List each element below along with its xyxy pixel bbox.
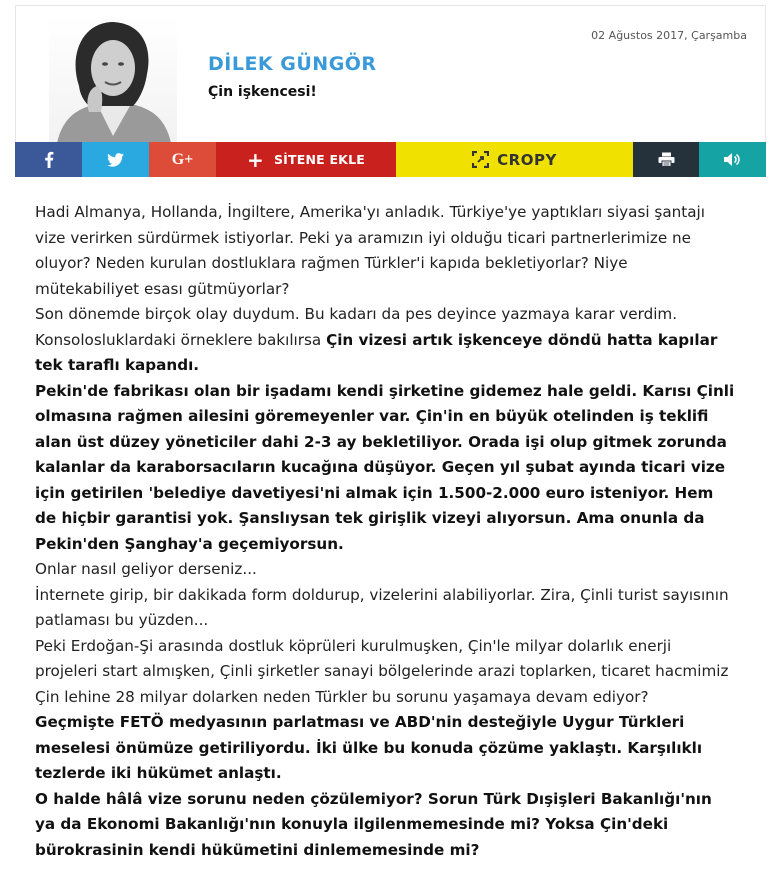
article-body <box>35 200 735 863</box>
facebook-icon <box>44 151 54 168</box>
paragraph: İnternete girip, bir dakikada form doldurup, vizelerini alabiliyorlar. Zira, Çinli turist sayısının patlaması bu yüzden... <box>35 585 729 629</box>
plus-icon: + <box>247 147 264 172</box>
googleplus-share-button[interactable] <box>149 142 216 177</box>
add-to-site-label: SİTENE EKLE <box>273 152 365 167</box>
listen-button[interactable] <box>699 142 766 177</box>
article-header <box>15 5 766 142</box>
speaker-icon <box>724 152 742 167</box>
twitter-share-button[interactable] <box>82 142 149 177</box>
share-bar <box>15 142 766 177</box>
paragraph-bold-text: Çin vizesi artık işkenceye döndü hatta kapılar tek taraflı kapandı. <box>35 330 718 374</box>
paragraph <box>35 328 735 379</box>
print-button[interactable] <box>633 142 699 177</box>
paragraph: Peki Erdoğan-Şi arasında dostluk köprüleri kurulmuşken, Çin'le milyar dolarlık enerji projeleri start almışken, Çinli şirketler sanayi bölgelerinde arazi toplarken, ticaret hacmimiz Çin lehine 28 milyar dolarken neden Türkler bu sorunu yaşamaya devam ediyor? <box>35 636 729 706</box>
author-name[interactable]: DİLEK GÜNGÖR <box>208 53 377 75</box>
paragraph: Son dönemde birçok olay duydum. Bu kadarı da pes deyince yazmaya karar verdim. <box>35 305 678 323</box>
paragraph-bold <box>35 710 735 787</box>
paragraph: Onlar nasıl geliyor derseniz... <box>35 560 257 578</box>
paragraph-bold-text: Pekin'de fabrikası olan bir işadamı kendi şirketine gidemez hale geldi. Karısı Çinli olmasına rağmen ailesini göremeyenler var. Çin'in en büyük otelinden iş teklifi alan üst düzey yöneticiler dahi 2-3 ay bekletiliyor. Orada işi olup gitmek zorunda kalanlar da karaborsacıların kucağına düşüyor. Geçen yıl şubat ayında ticari vize için getirilen 'belediye davetiyesi'ni almak için 1.500-2.000 euro isteniyor. Hem de hiçbir garantisi yok. Şanslıysan tek girişlik vizeyi alıyorsun. Ama onunla da Pekin'den Şanghay'a geçemiyorsun. <box>35 381 735 553</box>
publish-date: 02 Ağustos 2017, Çarşamba <box>591 29 747 42</box>
cropy-button[interactable] <box>396 142 633 177</box>
paragraph-text: Konsolosluklardaki örneklere bakılırsa <box>35 330 327 349</box>
facebook-share-button[interactable] <box>15 142 82 177</box>
article-title: Çin işkencesi! <box>208 84 317 100</box>
author-photo <box>49 16 177 143</box>
add-to-site-button[interactable] <box>216 142 396 177</box>
cropy-label: CROPY <box>497 150 557 169</box>
paragraph: Hadi Almanya, Hollanda, İngiltere, Amerika'yı anladık. Türkiye'ye yaptıkları siyasi şantajı vize verirken sürdürmek istiyorlar. Peki ya aramızın iyi olduğu ticari partnerlerimize ne oluyor? Neden kurulan dostluklara rağmen Türkler'i kapıda bekletiyorlar? Niye mütekabiliyet esası gütmüyorlar? <box>35 203 705 298</box>
crop-icon <box>472 151 489 168</box>
paragraph-bold-text: O halde hâlâ vize sorunu neden çözülemiyor? Sorun Türk Dışişleri Bakanlığı'nın ya da Ekonomi Bakanlığı'nın konuyla ilgilenmemesinde mi? Yoksa Çin'deki bürokrasinin kendi hükümetini dinlememesinde mi? <box>35 789 712 859</box>
print-icon <box>658 152 675 167</box>
twitter-icon <box>107 153 124 167</box>
paragraph-bold <box>35 379 735 558</box>
paragraph-bold-text: Geçmişte FETÖ medyasının parlatması ve ABD'nin desteğiyle Uygur Türkleri meselesi önümüze getiriliyordu. İki ülke bu konuda çözüme yaklaştı. Karşılıklı tezlerde iki hükümet anlaştı. <box>35 713 703 782</box>
paragraph-bold <box>35 787 735 864</box>
googleplus-label: G+ <box>171 150 194 168</box>
